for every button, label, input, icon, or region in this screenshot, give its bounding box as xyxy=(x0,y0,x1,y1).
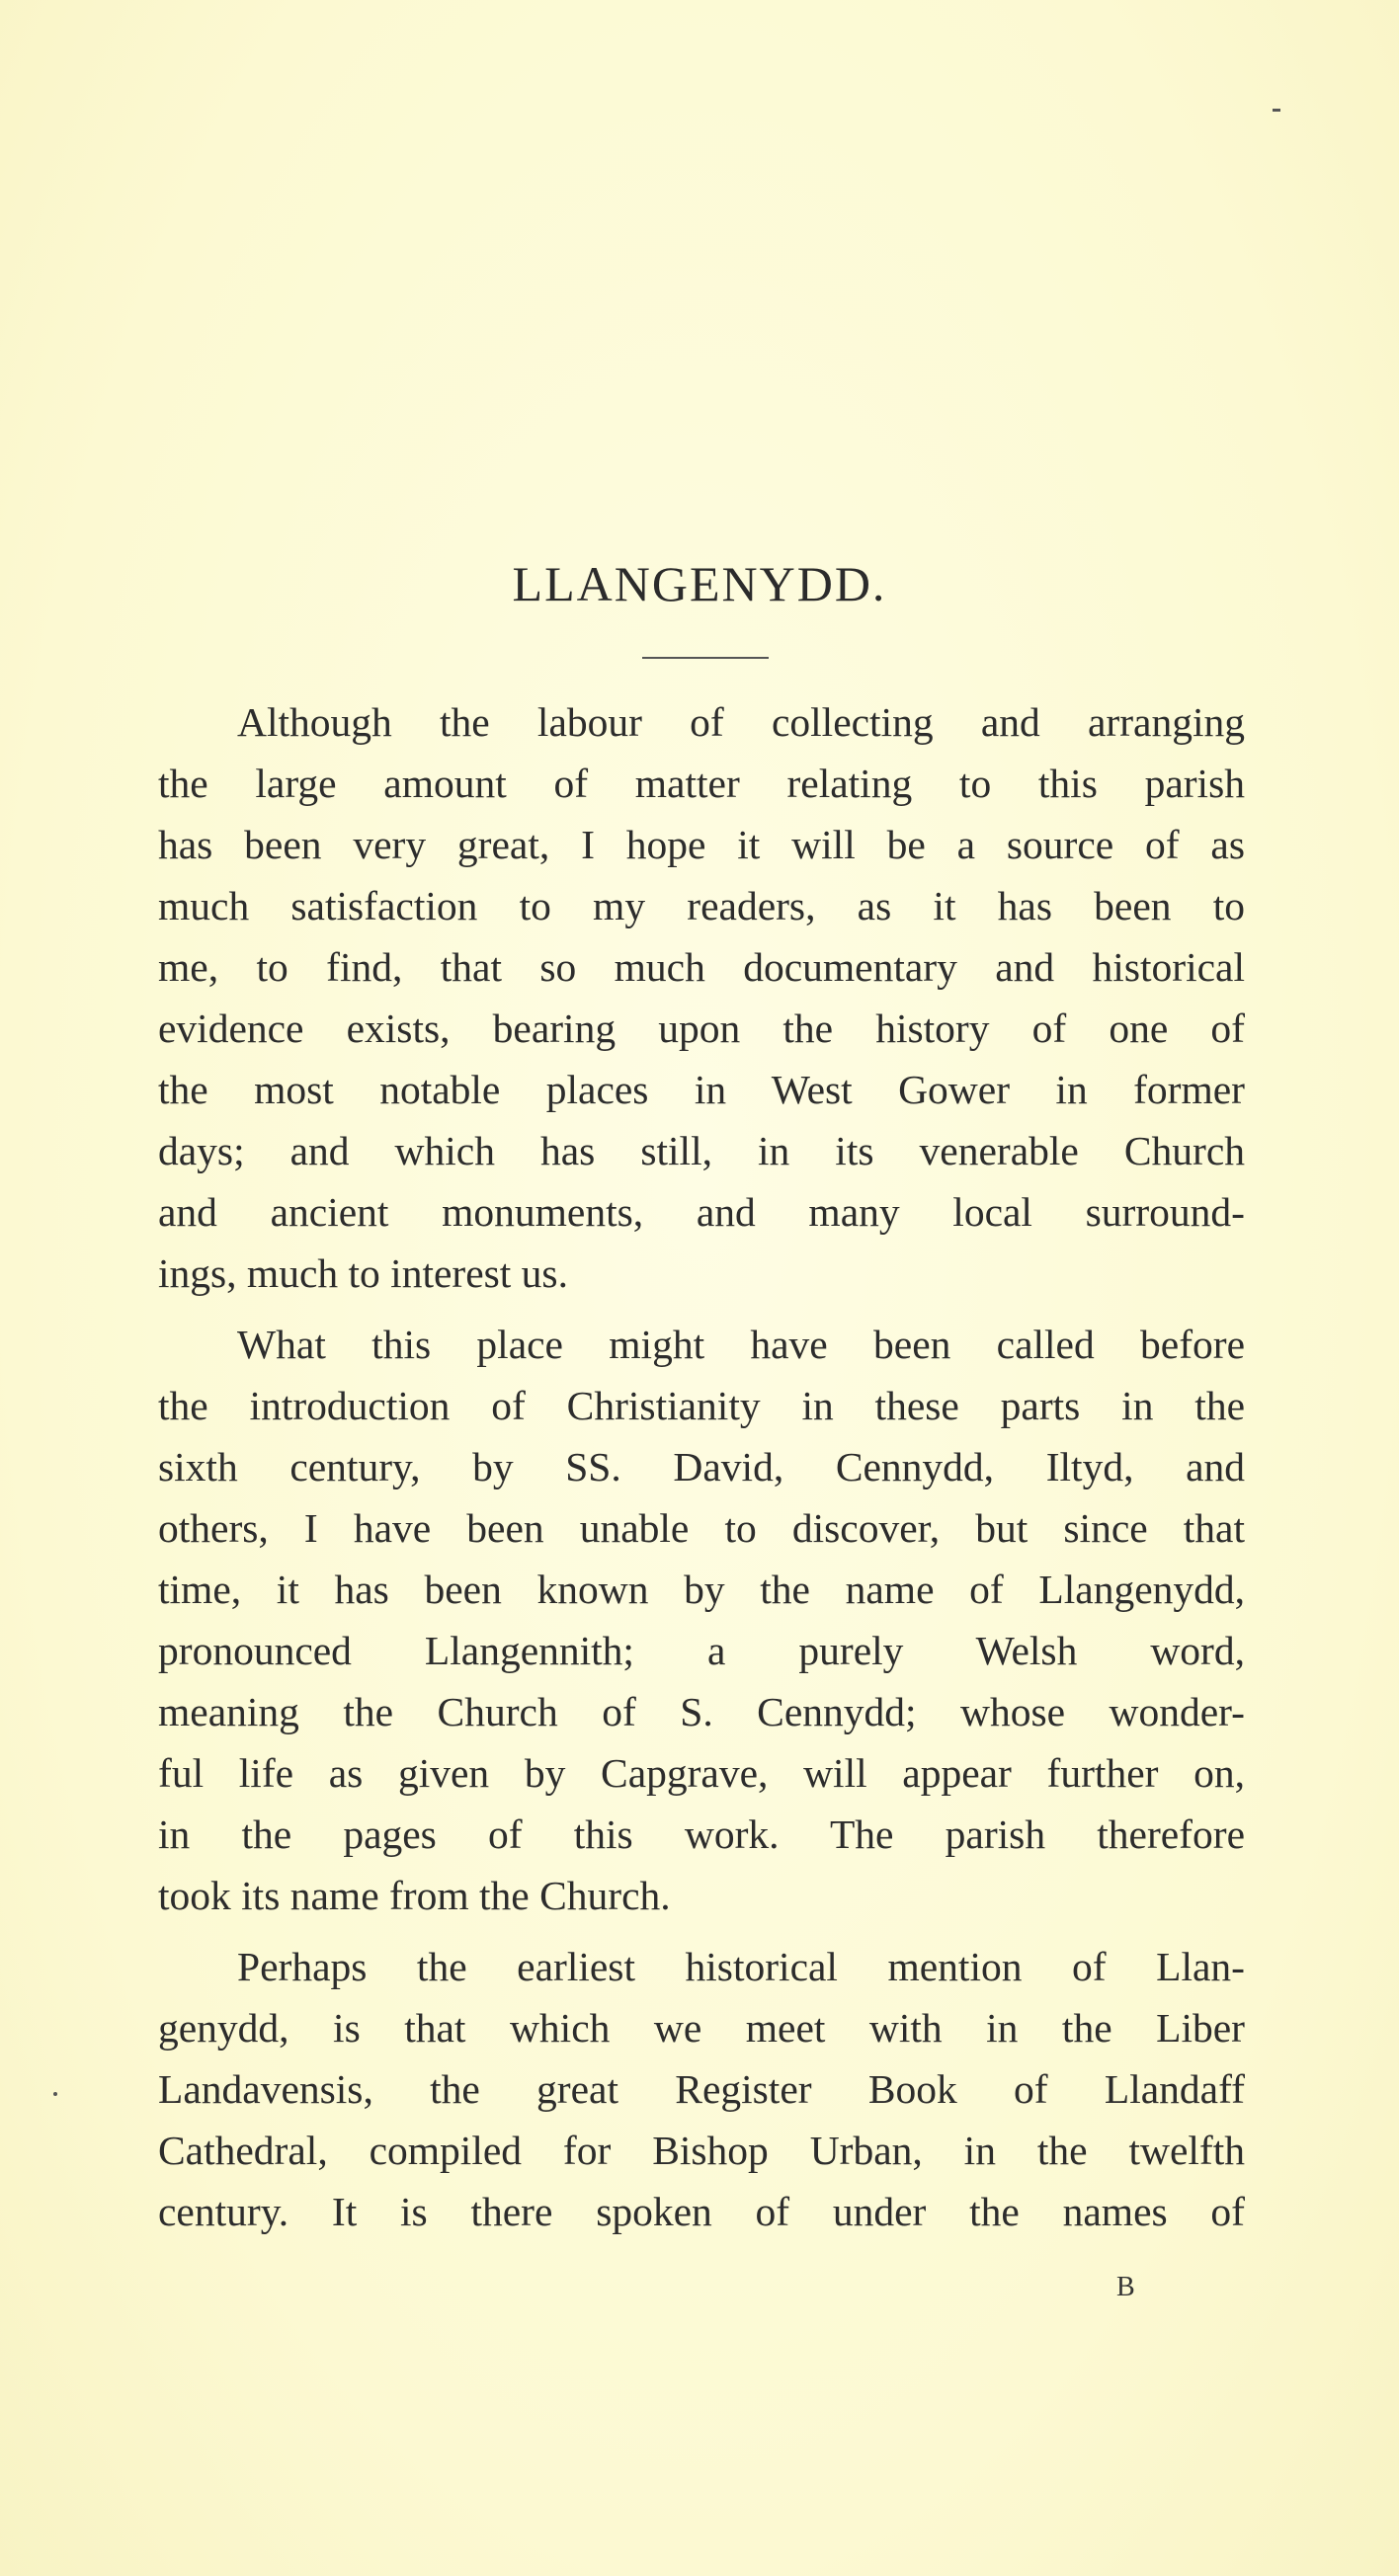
text-line: Although the labour of collecting and arranging xyxy=(237,699,1245,745)
text-line: pronounced Llangennith; a purely Welsh word, xyxy=(158,1628,1245,1673)
text-line: has been very great, I hope it will be a source of as xyxy=(158,822,1245,867)
page-speck xyxy=(53,2092,57,2096)
text-line: the large amount of matter relating to this parish xyxy=(158,761,1245,806)
text-line: What this place might have been called before xyxy=(237,1322,1245,1367)
text-line: meaning the Church of S. Cennydd; whose wonder- xyxy=(158,1689,1245,1734)
text-line: Cathedral, compiled for Bishop Urban, in the twelfth xyxy=(158,2128,1245,2173)
text-line: sixth century, by SS. David, Cennydd, Iltyd, and xyxy=(158,1444,1245,1489)
text-line: took its name from the Church. xyxy=(158,1873,671,1918)
text-line: genydd, is that which we meet with in the Liber xyxy=(158,2005,1245,2051)
text-line: and ancient monuments, and many local surround- xyxy=(158,1189,1245,1235)
text-line: me, to find, that so much documentary and historical xyxy=(158,944,1245,990)
text-line: ings, much to interest us. xyxy=(158,1250,568,1296)
text-line: the introduction of Christianity in these parts in the xyxy=(158,1383,1245,1428)
signature-mark: B xyxy=(1116,2272,1136,2302)
text-line: days; and which has still, in its venerable Church xyxy=(158,1128,1245,1173)
chapter-title: LLANGENYDD. xyxy=(512,556,887,611)
page-speck xyxy=(1273,109,1280,112)
text-line: in the pages of this work. The parish therefore xyxy=(158,1811,1245,1857)
text-line: others, I have been unable to discover, but since that xyxy=(158,1505,1245,1551)
text-line: ful life as given by Capgrave, will appear further on, xyxy=(158,1750,1245,1796)
title-rule xyxy=(642,657,769,659)
text-line: much satisfaction to my readers, as it has been to xyxy=(158,883,1245,928)
text-line: evidence exists, bearing upon the history of one of xyxy=(158,1006,1245,1051)
text-line: Landavensis, the great Register Book of Llandaff xyxy=(158,2066,1245,2112)
text-line: time, it has been known by the name of Llangenydd, xyxy=(158,1567,1245,1612)
text-line: Perhaps the earliest historical mention of Llan- xyxy=(237,1944,1245,1989)
text-line: century. It is there spoken of under the names of xyxy=(158,2189,1245,2234)
text-line: the most notable places in West Gower in former xyxy=(158,1067,1245,1112)
